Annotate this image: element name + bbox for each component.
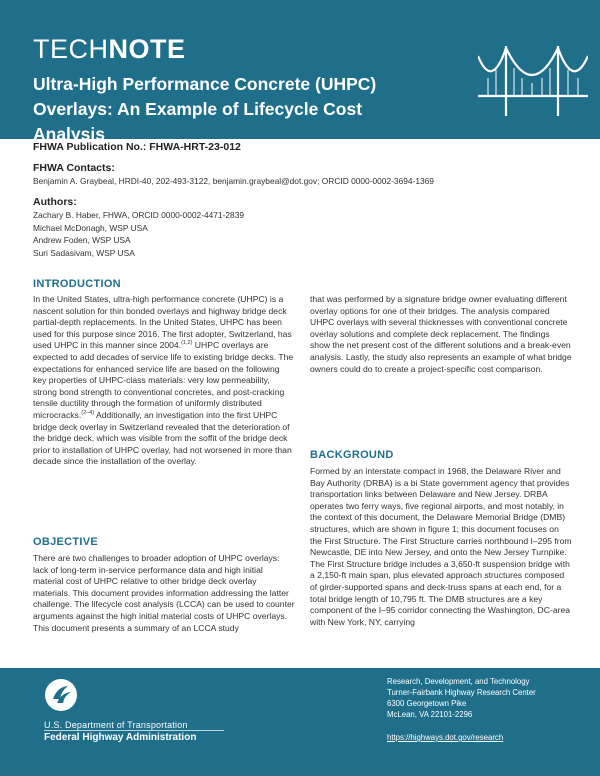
fhwa-name: Federal Highway Administration [44,732,197,743]
footer-divider [44,730,224,731]
address-line: McLean, VA 22101-2296 [387,710,473,719]
contacts-text: Benjamin A. Graybeal, HRDI-40, 202-493-3122, benjamin.graybeal@dot.gov; ORCID 0000-0002-3694-1369 [33,176,434,186]
objective-heading: OBJECTIVE [33,536,99,548]
background-text: Formed by an interstate compact in 1968, the Delaware River and Bay Authority (DRBA) is a bi State government agency that provides transportation links between Delaware and New Jersey. DRBA operates two ferry ways, five regional airports, and most notably, in the context of this document, the Delaware Memorial Bridge (DMB) structures, which are shown in figure 1; this document focuses on the First Structure. The First Structure carries northbound I–295 from Newcastle, DE into New Jersey, and onto the New Jersey Turnpike. The First Structure bridge includes a 3,650-ft suspension bridge with a 2,150-ft main span, plus elevated approach structures composed of girder-supported spans and deck-truss spans at each end, for a total bridge length of 10,795 ft. The DMB structures are a key component of the I–95 corridor connecting the Washington, DC-area with New York, NY, carrying [310,466,572,627]
contacts-label: FHWA Contacts: [33,162,115,174]
technote-brand [33,34,186,64]
dot-name: U.S. Department of Transportation [44,720,188,730]
brand-bold: NOTE [108,34,186,64]
header-banner [0,0,600,144]
intro-ref-b: (2–4) [81,410,95,417]
intro-text-c: Additionally, an investigation into the first UHPC bridge deck overlay in Switzerland revealed that the deterioration of the bridge deck, which was visible from the soffit of the bridge deck prior to installation of UHPC overlay, had not worsened in more than decade since the installation of the overlay. [33,409,292,467]
title-line-2: Overlays: An Example of Lifecycle Cost Analysis [33,99,363,144]
publication-number: FHWA Publication No.: FHWA-HRT-23-012 [33,141,241,153]
intro-text-a: In the United States, ultra-high performance concrete (UHPC) is a nascent solution for thin bonded overlays and highway bridge deck partial-depth replacements. In the United States, UHPC has been used for this purpose since 2016. The first adopter, Switzerland, has used UHPC in this manner since 2004. [33,294,292,351]
intro-ref-a: (1,2) [181,340,193,347]
objective-text-continued: that was performed by a signature bridge owner evaluating different overlay options for one of their bridges. The analysis compared UHPC overlays with several thicknesses with conventional concrete overlay solutions and complete deck replacement. The findings show the net present cost of the different solutions and a break-even analysis. Lastly, the study also represents an example of what bridge owners could do to create a project-specific cost comparison. [310,294,572,374]
objective-text: There are two challenges to broader adoption of UHPC overlays: lack of long-term in-service performance data and high initial material cost of UHPC relative to other bridge deck overlay materials. This document provides information addressing the latter challenge. The lifecycle cost analysis (LCCA) can be used to counter arguments against the high initial material costs of UHPC overlays. This document presents a summary of an LCCA study [33,553,295,633]
intro-text-b: UHPC overlays are expected to add decades of service life to existing bridge decks. The expectations for enhanced service life are based on the following key properties of UHPC-class materials: very low permeability, strong bond strength to conventional concretes, and post-cracking tensile ductility through the formation of uniformly distributed microcracks. [33,340,294,420]
author-item: Zachary B. Haber, FHWA, ORCID 0000-0002-4471-2839 [33,210,245,220]
footer-banner [0,668,600,776]
author-item: Suri Sadasivam, WSP USA [33,247,135,258]
introduction-text [33,294,295,468]
authors-label: Authors: [33,196,77,208]
address-line: 6300 Georgetown Pike [387,699,467,708]
author-item: Andrew Foden, WSP USA [33,235,131,245]
address-line: Turner-Fairbank Highway Research Center [387,688,536,697]
background-heading: BACKGROUND [310,449,394,461]
document-title [33,72,433,147]
address-line: Research, Development, and Technology [387,677,530,686]
title-line-1: Ultra-High Performance Concrete (UHPC) [33,74,377,94]
author-item: Michael McDonagh, WSP USA [33,222,148,233]
bridge-icon [478,38,588,123]
address-block [387,676,536,720]
introduction-heading: INTRODUCTION [33,278,121,290]
authors-list [33,209,244,259]
dot-eagle-icon [44,678,78,712]
research-link[interactable]: https://highways.dot.gov/research [387,733,504,742]
brand-light: TECH [33,34,109,64]
